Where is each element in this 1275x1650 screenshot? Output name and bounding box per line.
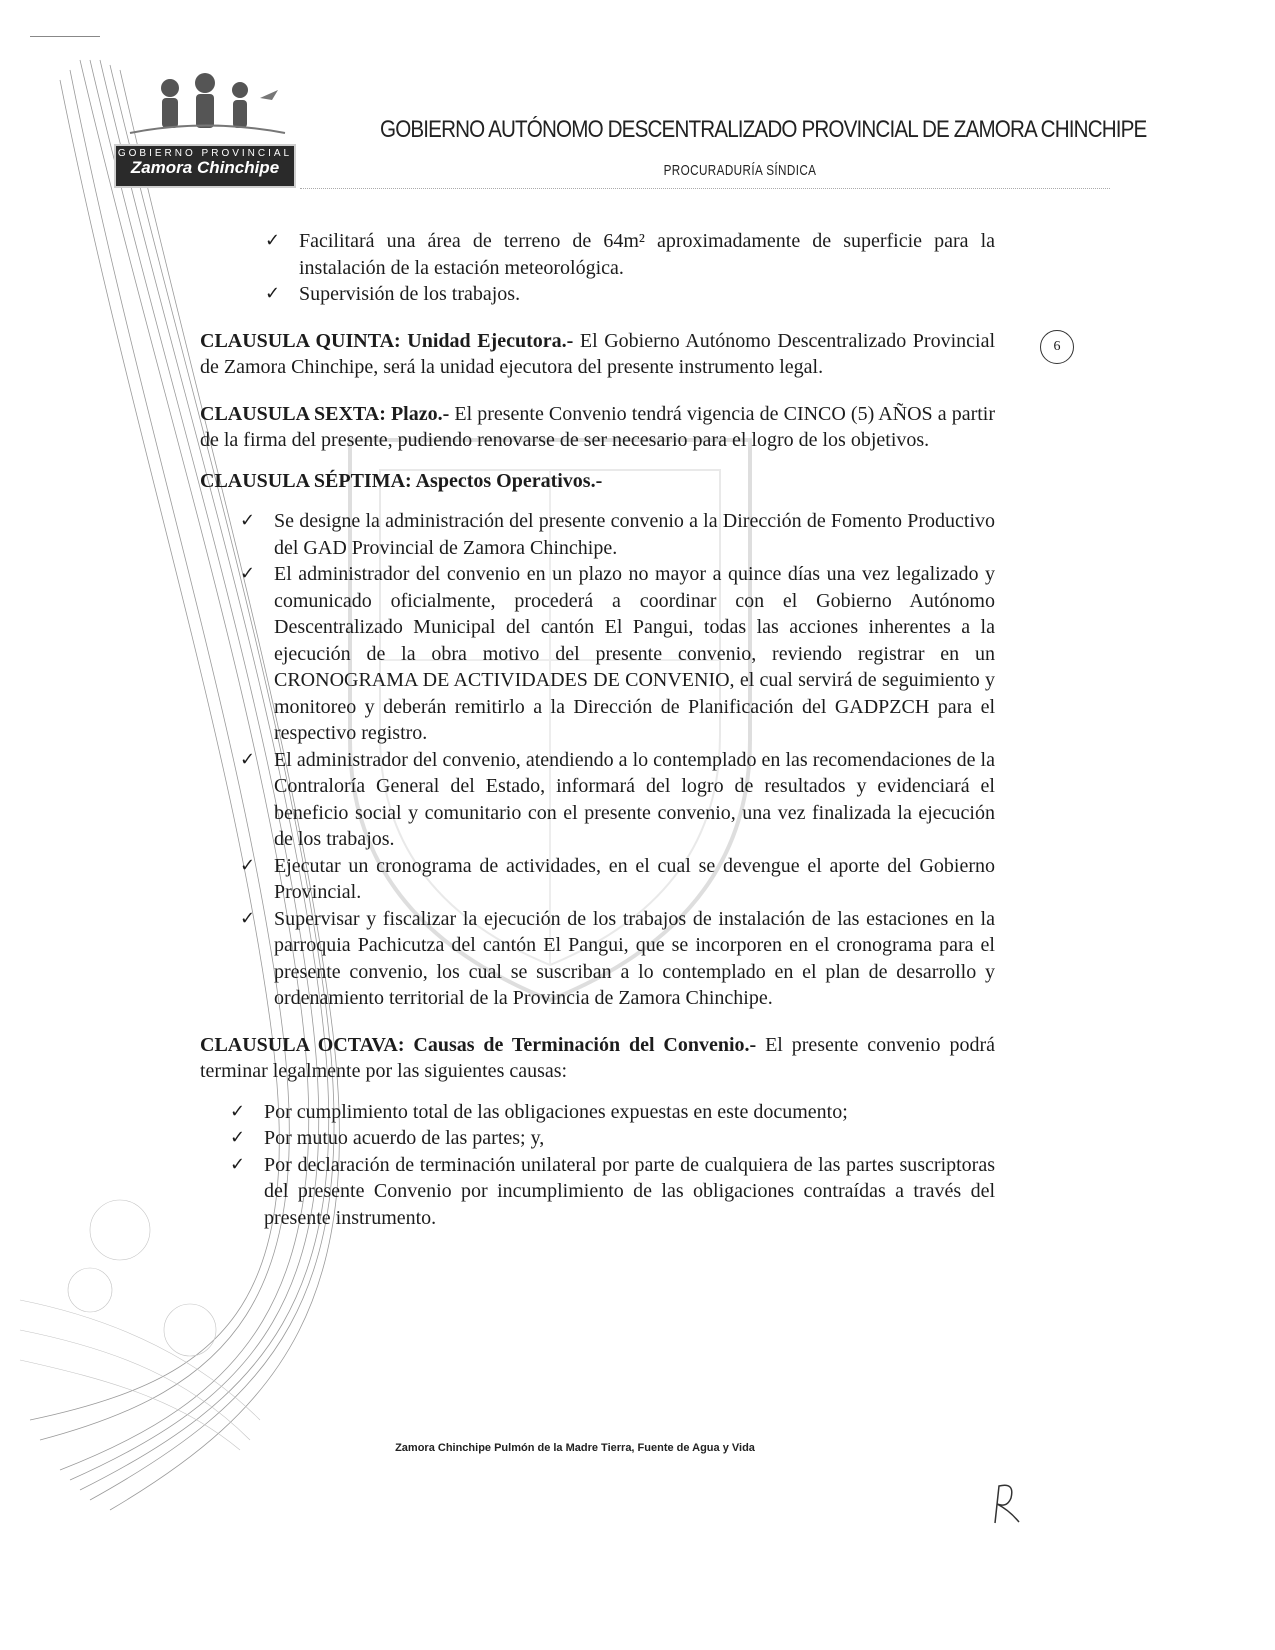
list-item [265,281,995,308]
list-item-text: Se designe la administración del presente convenio a la Dirección de Fomento Productivo del GAD Provincial de Zamora Chinchipe. [274,510,995,559]
clause-text: El presente convenio podrá terminar legalmente por las siguientes causas: [200,1033,995,1082]
checkmark-icon: ✓ [240,907,256,929]
list-item-text: Por declaración de terminación unilateral por parte de cualquiera de las partes suscriptoras del presente Convenio por incumplimiento de las obligaciones contraídas a través del presente instrumento. [264,1153,995,1229]
header-title: GOBIERNO AUTÓNOMO DESCENTRALIZADO PROVINCIAL DE ZAMORA CHINCHIPE [380,116,1147,143]
list-item-text: El administrador del convenio, atendiendo a lo contemplado en las recomendaciones de la Contraloría General del Estado, informará del logro de resultados y evidenciará el beneficio social y comunitario con el presente convenio, una vez finalizada la ejecución de los trabajos. [274,748,995,850]
checkmark-icon: ✓ [230,1100,246,1122]
list-item [240,906,995,1012]
clause-heading: CLAUSULA SÉPTIMA: Aspectos Operativos.- [200,469,603,492]
header-divider [300,188,1110,189]
intro-list [265,228,995,308]
list-item-text: Por cumplimiento total de las obligaciones expuestas en este documento; [264,1100,848,1123]
page-number: 6 [1040,330,1074,364]
list-item [240,561,995,747]
list-item [240,853,995,906]
list-item [240,747,995,853]
clause-heading: CLAUSULA SEXTA: Plazo.- [200,402,450,425]
logo-badge [114,144,296,188]
list-item-text: Facilitará una área de terreno de 64m² aproximadamente de superficie para la instalación de la estación meteorológica. [299,230,995,279]
checkmark-icon: ✓ [265,283,281,304]
list-item-text: Ejecutar un cronograma de actividades, en el cual se devengue el aporte del Gobierno Provincial. [274,854,995,903]
list-item [230,1099,995,1126]
clause-sexta [200,401,995,454]
logo-figures-icon [110,58,300,148]
footer-motto: Zamora Chinchipe Pulmón de la Madre Tierra, Fuente de Agua y Vida [395,1442,755,1454]
clause-septima-list [240,508,995,1012]
clause-quinta [200,328,995,381]
checkmark-icon: ✓ [240,748,256,770]
clause-text: El Gobierno Autónomo Descentralizado Provincial de Zamora Chinchipe, será la unidad ejecutora del presente instrumento legal. [200,329,995,378]
list-item [230,1152,995,1232]
list-item [230,1125,995,1152]
clause-heading: CLAUSULA QUINTA: Unidad Ejecutora.- [200,329,574,352]
checkmark-icon: ✓ [265,230,281,251]
clause-text: El presente Convenio tendrá vigencia de CINCO (5) AÑOS a partir de la firma del presente, pudiendo renovarse de ser necesario para el logro de los objetivos. [200,402,996,451]
header-subtitle: PROCURADURÍA SÍNDICA [663,162,817,179]
clause-octava-list [230,1099,995,1232]
clause-heading: CLAUSULA OCTAVA: Causas de Terminación del Convenio.- [200,1033,757,1056]
checkmark-icon: ✓ [240,563,256,584]
checkmark-icon: ✓ [240,510,256,531]
list-item-text: Supervisión de los trabajos. [299,283,521,305]
list-item [265,228,995,281]
list-item [240,508,995,561]
list-item-text: El administrador del convenio en un plazo no mayor a quince días una vez legalizado y comunicado oficialmente, procederá a coordinar con el Gobierno Autónomo Descentralizado Municipal del cantón El Pangui, todas las acciones inherentes a la ejecución de la obra motivo del presente convenio, reviendo registrar en un CRONOGRAMA DE ACTIVIDADES DE CONVENIO, el cual servirá de seguimiento y monitoreo y deberán remitirlo a la Dirección de Planificación del GADPZCH para el respectivo registro. [274,563,995,744]
list-item-text: Supervisar y fiscalizar la ejecución de los trabajos de instalación de las estaciones en la parroquia Pachicutza del cantón El Pangui, que se incorporen en el cronograma para el presente convenio, los cual se suscriban a lo contemplado en el plan de desarrollo y ordenamiento territorial de la Provincia de Zamora Chinchipe. [274,907,995,1009]
document-body [200,228,995,1231]
handwritten-initial-icon [985,1478,1025,1528]
clause-septima [200,468,995,495]
logo-name-text: Zamora Chinchipe [130,158,280,177]
provincial-logo [110,58,300,188]
list-item-text: Por mutuo acuerdo de las partes; y, [264,1127,545,1149]
logo-top-text: GOBIERNO PROVINCIAL [117,148,293,159]
clause-octava [200,1032,995,1085]
checkmark-icon: ✓ [240,854,256,876]
checkmark-icon: ✓ [230,1153,246,1175]
checkmark-icon: ✓ [230,1127,246,1148]
